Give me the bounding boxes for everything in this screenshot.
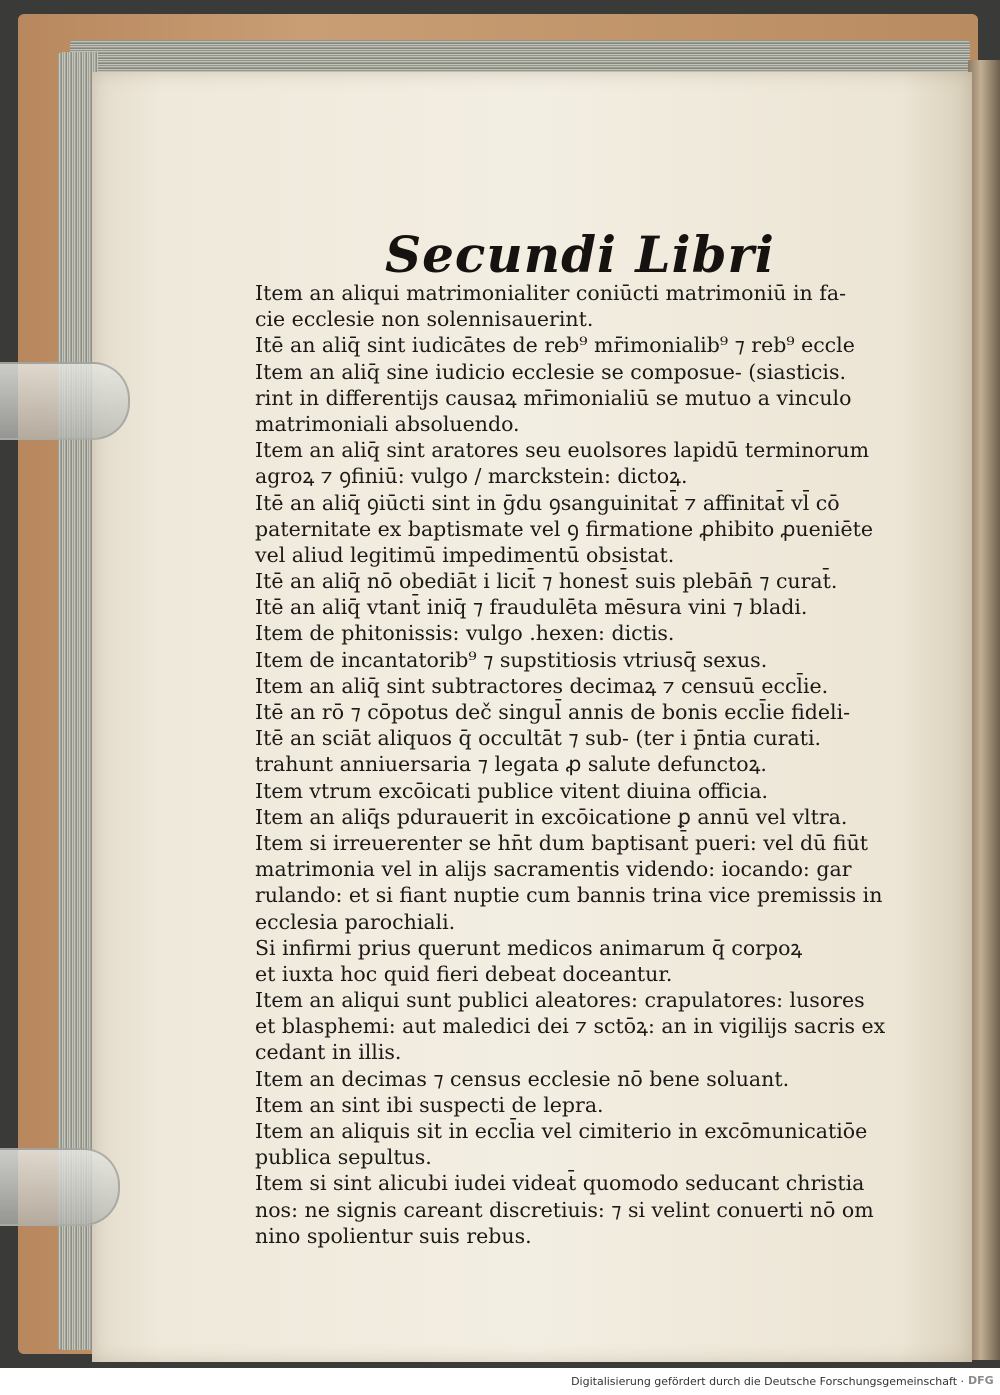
text-line: Item an aliqui sunt publici aleatores: crapulatores: lusores	[255, 988, 865, 1013]
text-line: publica sepultus.	[255, 1145, 432, 1170]
text-line: Item an aliq̄s pdurauerit in excōicatione ꝑ annū vel vltra.	[255, 804, 848, 829]
text-line: Si infirmi prius querunt medicos animarum q̄ corpoꝝ	[255, 935, 803, 960]
text-line: rint in differentijs causaꝝ mr̄imonialiū se mutuo a vinculo	[255, 385, 852, 410]
text-line: Item an aliq̄ sine iudicio ecclesie se composue- (siasticis.	[255, 359, 846, 384]
text-line: Itē an aliq̄ nō obediāt i licit̄ ⁊ honest̄ suis plebān̄ ⁊ curat̄.	[255, 569, 838, 594]
text-line: Item an aliq̄ sint aratores seu euolsores lapidū terminorum	[255, 438, 870, 463]
text-line: Item vtrum excōicati publice vitent diuina officia.	[255, 778, 769, 803]
text-line: Itē an aliq̄ ꝯiūcti sint in ḡdu ꝯsanguinitat̄ ⁊ affinitat̄ vl̄ cō	[255, 490, 840, 515]
text-line: Itē an aliq̄ sint iudicātes de reb⁹ mr̄imonialib⁹ ⁊ reb⁹ eccle	[255, 333, 855, 358]
funding-credit: Digitalisierung gefördert durch die Deutsche Forschungsgemeinschaft ·	[571, 1375, 964, 1388]
body-text	[255, 280, 890, 1249]
text-line: Item an decimas ⁊ census ecclesie nō bene soluant.	[255, 1066, 790, 1091]
text-line: nino spolientur suis rebus.	[255, 1223, 532, 1248]
text-line: et iuxta hoc quid fieri debeat doceantur.	[255, 961, 673, 986]
text-line: Item an aliquis sit in eccl̄ia vel cimiterio in excōmunicatiōe	[255, 1119, 868, 1143]
text-line: Item de incantatorib⁹ ⁊ supstitiosis vtriusq̄ sexus.	[255, 647, 768, 672]
text-line: Item de phitonissis: vulgo .hexen: dictis.	[255, 621, 675, 646]
text-line: Itē an rō ⁊ cōpotus deč singul̄ annis de bonis eccl̄ie fideli-	[255, 700, 851, 724]
dfg-logo: DFG	[968, 1374, 994, 1387]
text-line: Itē an sciāt aliquos q̄ occultāt ⁊ sub- (ter i p̄ntia curati.	[255, 726, 822, 751]
text-line: rulando: et si fiant nuptie cum bannis trina vice premissis in	[255, 883, 883, 908]
text-line: vel aliud legitimū impedimentū obsistat.	[255, 542, 675, 567]
text-line: et blasphemi: aut maledici dei ⁊ sctōꝝ: an in vigilijs sacris ex	[255, 1014, 886, 1039]
text-line: agroꝝ ⁊ ꝯfiniū: vulgo / marckstein: dictoꝝ.	[255, 464, 688, 489]
text-line: Itē an aliq̄ vtant̄ iniq̄ ⁊ fraudulēta mēsura vini ⁊ bladi.	[255, 595, 808, 620]
text-line: Item an aliq̄ sint subtractores decimaꝝ ⁊ censuū eccl̄ie.	[255, 673, 829, 698]
page-heading: Secundi Libri	[385, 225, 775, 284]
text-line: trahunt anniuersaria ⁊ legata ꝓ salute defunctoꝝ.	[255, 752, 767, 777]
text-line: matrimoniali absoluendo.	[255, 411, 520, 436]
book-spine	[968, 60, 1000, 1360]
footer-bar	[0, 1368, 1000, 1395]
text-line: ecclesia parochiali.	[255, 909, 456, 934]
page-clip-lower	[0, 1148, 120, 1226]
text-line: Item si irreuerenter se hn̄t dum baptisant̄ pueri: vel dū fiūt	[255, 830, 869, 855]
text-line: paternitate ex baptismate vel ꝯ firmatione ꝓhibito ꝓueniēte	[255, 516, 874, 541]
text-line: Item an sint ibi suspecti de lepra.	[255, 1092, 604, 1117]
text-line: Item si sint alicubi iudei videat̄ quomodo seducant christia	[255, 1171, 865, 1196]
text-line: Item an aliqui matrimonialiter coniūcti matrimoniū in fa-	[255, 281, 847, 305]
page-clip-upper	[0, 362, 130, 440]
text-line: matrimonia vel in alijs sacramentis videndo: iocando: gar	[255, 857, 852, 882]
text-line: nos: ne signis careant discretiuis: ⁊ si velint conuerti nō om	[255, 1197, 874, 1222]
text-line: cie ecclesie non solennisauerint.	[255, 307, 594, 332]
text-line: cedant in illis.	[255, 1040, 402, 1065]
